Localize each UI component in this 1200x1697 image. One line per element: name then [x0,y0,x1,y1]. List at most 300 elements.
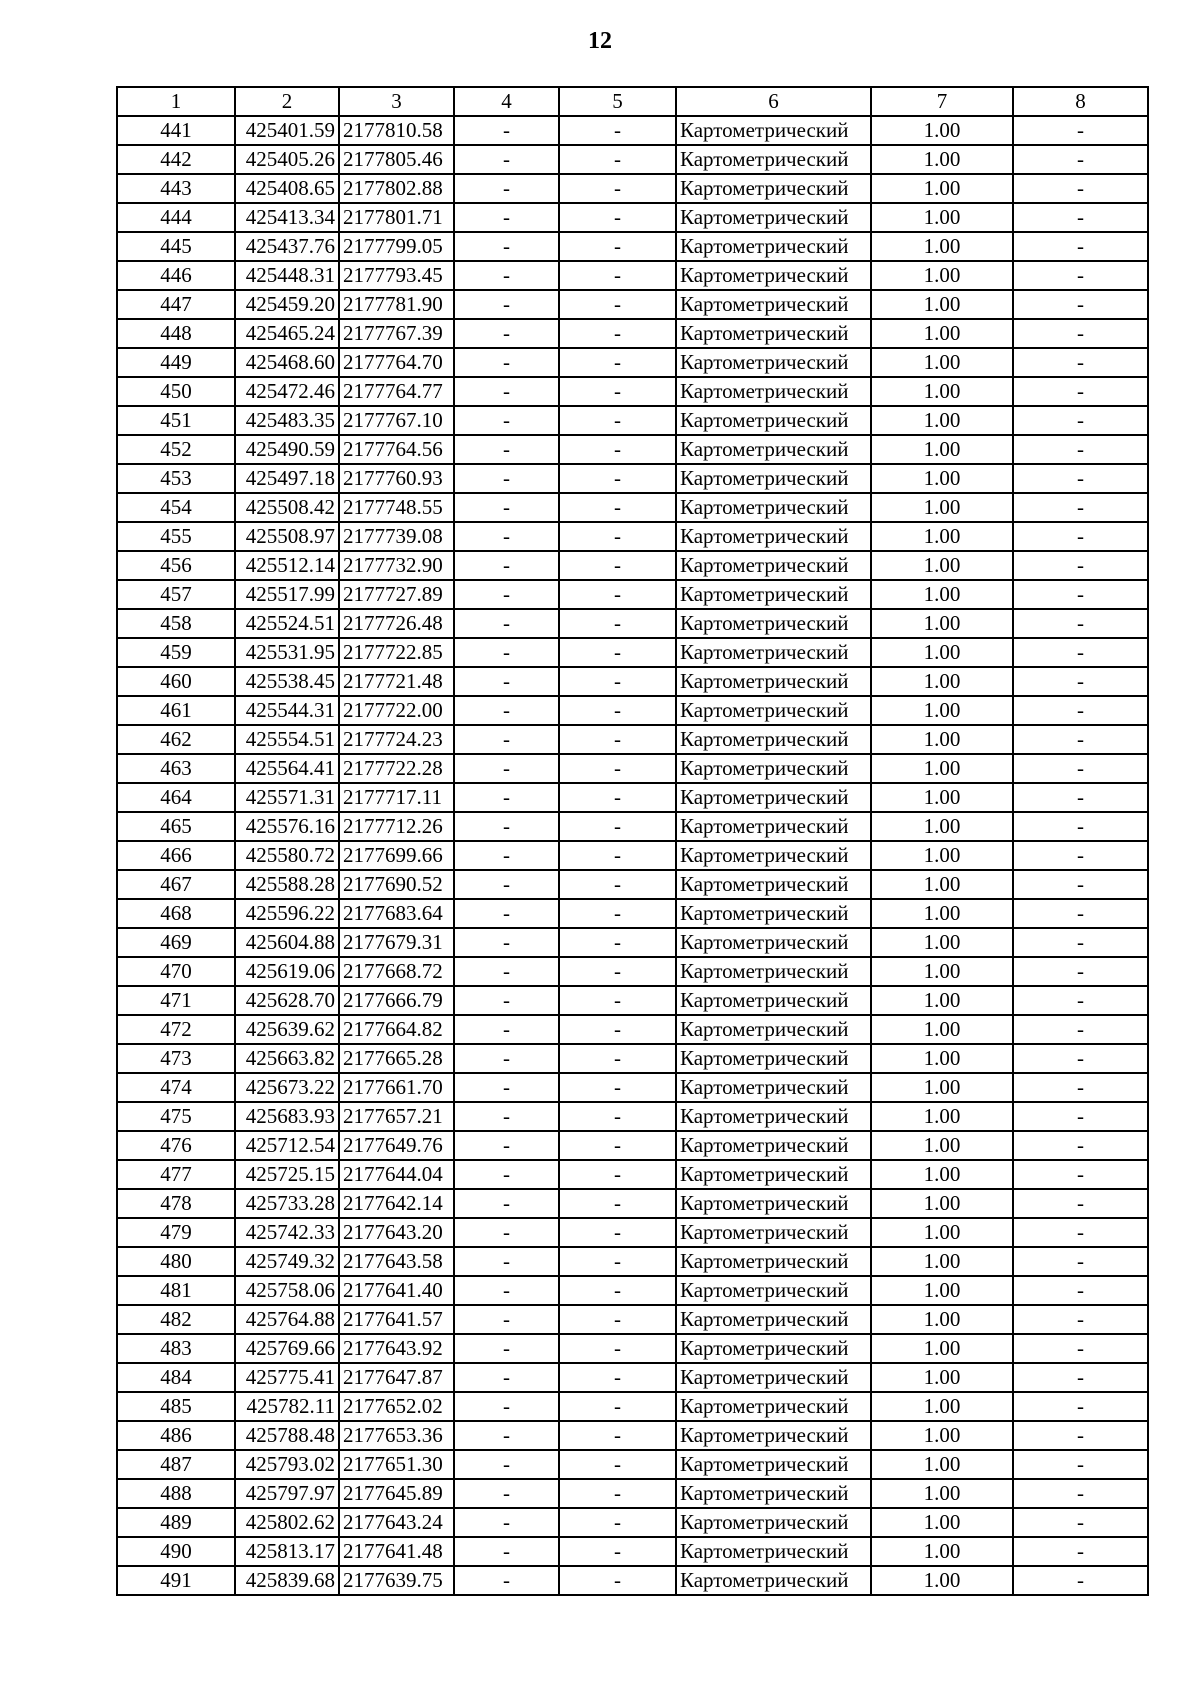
col4-cell: - [454,1131,559,1160]
col4-cell: - [454,1044,559,1073]
col8-cell: - [1013,841,1148,870]
col5-cell: - [559,696,676,725]
table-row [117,1566,1148,1595]
col8-cell: - [1013,783,1148,812]
x-coordinate-cell: 425749.32 [235,1247,339,1276]
point-number-cell: 491 [117,1566,235,1595]
col4-cell: - [454,232,559,261]
y-coordinate-cell: 2177739.08 [339,522,454,551]
accuracy-cell: 1.00 [871,1479,1013,1508]
col8-cell: - [1013,174,1148,203]
col4-cell: - [454,348,559,377]
point-number-cell: 464 [117,783,235,812]
table-row [117,203,1148,232]
accuracy-cell: 1.00 [871,783,1013,812]
x-coordinate-cell: 425758.06 [235,1276,339,1305]
header-cell: 6 [676,87,871,116]
col5-cell: - [559,319,676,348]
col5-cell: - [559,348,676,377]
y-coordinate-cell: 2177643.58 [339,1247,454,1276]
y-coordinate-cell: 2177641.57 [339,1305,454,1334]
point-number-cell: 448 [117,319,235,348]
header-cell: 3 [339,87,454,116]
y-coordinate-cell: 2177643.24 [339,1508,454,1537]
method-cell: Картометрический [676,290,871,319]
accuracy-cell: 1.00 [871,1189,1013,1218]
table-row [117,812,1148,841]
col8-cell: - [1013,1421,1148,1450]
method-cell: Картометрический [676,174,871,203]
y-coordinate-cell: 2177764.56 [339,435,454,464]
accuracy-cell: 1.00 [871,1218,1013,1247]
col5-cell: - [559,1537,676,1566]
col4-cell: - [454,812,559,841]
y-coordinate-cell: 2177657.21 [339,1102,454,1131]
method-cell: Картометрический [676,638,871,667]
accuracy-cell: 1.00 [871,1363,1013,1392]
x-coordinate-cell: 425497.18 [235,464,339,493]
coordinates-table [116,86,1149,1596]
x-coordinate-cell: 425769.66 [235,1334,339,1363]
accuracy-cell: 1.00 [871,261,1013,290]
col5-cell: - [559,522,676,551]
method-cell: Картометрический [676,1421,871,1450]
accuracy-cell: 1.00 [871,203,1013,232]
col4-cell: - [454,1247,559,1276]
col5-cell: - [559,1392,676,1421]
table-row [117,435,1148,464]
x-coordinate-cell: 425508.97 [235,522,339,551]
y-coordinate-cell: 2177801.71 [339,203,454,232]
point-number-cell: 467 [117,870,235,899]
method-cell: Картометрический [676,1392,871,1421]
col5-cell: - [559,290,676,319]
header-cell: 7 [871,87,1013,116]
accuracy-cell: 1.00 [871,145,1013,174]
col4-cell: - [454,1537,559,1566]
x-coordinate-cell: 425437.76 [235,232,339,261]
point-number-cell: 449 [117,348,235,377]
col8-cell: - [1013,1537,1148,1566]
table-row [117,290,1148,319]
method-cell: Картометрический [676,406,871,435]
col5-cell: - [559,174,676,203]
x-coordinate-cell: 425712.54 [235,1131,339,1160]
y-coordinate-cell: 2177767.39 [339,319,454,348]
table-row [117,348,1148,377]
col8-cell: - [1013,116,1148,145]
col8-cell: - [1013,1479,1148,1508]
method-cell: Картометрический [676,1015,871,1044]
col5-cell: - [559,1160,676,1189]
accuracy-cell: 1.00 [871,725,1013,754]
method-cell: Картометрический [676,870,871,899]
col4-cell: - [454,928,559,957]
col4-cell: - [454,174,559,203]
y-coordinate-cell: 2177722.28 [339,754,454,783]
method-cell: Картометрический [676,725,871,754]
point-number-cell: 461 [117,696,235,725]
col8-cell: - [1013,551,1148,580]
col5-cell: - [559,203,676,232]
x-coordinate-cell: 425517.99 [235,580,339,609]
accuracy-cell: 1.00 [871,551,1013,580]
y-coordinate-cell: 2177668.72 [339,957,454,986]
x-coordinate-cell: 425512.14 [235,551,339,580]
x-coordinate-cell: 425401.59 [235,116,339,145]
col5-cell: - [559,957,676,986]
accuracy-cell: 1.00 [871,1160,1013,1189]
table-row [117,957,1148,986]
x-coordinate-cell: 425524.51 [235,609,339,638]
method-cell: Картометрический [676,1479,871,1508]
point-number-cell: 481 [117,1276,235,1305]
method-cell: Картометрический [676,754,871,783]
x-coordinate-cell: 425604.88 [235,928,339,957]
col4-cell: - [454,899,559,928]
accuracy-cell: 1.00 [871,580,1013,609]
accuracy-cell: 1.00 [871,667,1013,696]
col4-cell: - [454,1566,559,1595]
table-row [117,1334,1148,1363]
col5-cell: - [559,1102,676,1131]
col4-cell: - [454,725,559,754]
point-number-cell: 466 [117,841,235,870]
col4-cell: - [454,377,559,406]
y-coordinate-cell: 2177665.28 [339,1044,454,1073]
accuracy-cell: 1.00 [871,870,1013,899]
method-cell: Картометрический [676,1566,871,1595]
col5-cell: - [559,1189,676,1218]
col4-cell: - [454,841,559,870]
table-row [117,116,1148,145]
y-coordinate-cell: 2177644.04 [339,1160,454,1189]
accuracy-cell: 1.00 [871,116,1013,145]
col4-cell: - [454,870,559,899]
table-row [117,1276,1148,1305]
table-row [117,551,1148,580]
y-coordinate-cell: 2177802.88 [339,174,454,203]
y-coordinate-cell: 2177651.30 [339,1450,454,1479]
accuracy-cell: 1.00 [871,696,1013,725]
point-number-cell: 478 [117,1189,235,1218]
col5-cell: - [559,667,676,696]
col5-cell: - [559,1566,676,1595]
accuracy-cell: 1.00 [871,1131,1013,1160]
col5-cell: - [559,609,676,638]
x-coordinate-cell: 425483.35 [235,406,339,435]
y-coordinate-cell: 2177793.45 [339,261,454,290]
method-cell: Картометрический [676,319,871,348]
x-coordinate-cell: 425413.34 [235,203,339,232]
table-row [117,145,1148,174]
point-number-cell: 485 [117,1392,235,1421]
accuracy-cell: 1.00 [871,609,1013,638]
col4-cell: - [454,1334,559,1363]
y-coordinate-cell: 2177727.89 [339,580,454,609]
x-coordinate-cell: 425628.70 [235,986,339,1015]
x-coordinate-cell: 425797.97 [235,1479,339,1508]
method-cell: Картометрический [676,261,871,290]
col5-cell: - [559,1073,676,1102]
col8-cell: - [1013,1305,1148,1334]
x-coordinate-cell: 425408.65 [235,174,339,203]
y-coordinate-cell: 2177722.00 [339,696,454,725]
col8-cell: - [1013,1044,1148,1073]
point-number-cell: 453 [117,464,235,493]
method-cell: Картометрический [676,783,871,812]
table-row [117,1044,1148,1073]
x-coordinate-cell: 425472.46 [235,377,339,406]
x-coordinate-cell: 425538.45 [235,667,339,696]
point-number-cell: 483 [117,1334,235,1363]
accuracy-cell: 1.00 [871,1392,1013,1421]
header-cell: 2 [235,87,339,116]
y-coordinate-cell: 2177748.55 [339,493,454,522]
table-row [117,174,1148,203]
table-row [117,1102,1148,1131]
method-cell: Картометрический [676,493,871,522]
x-coordinate-cell: 425588.28 [235,870,339,899]
col4-cell: - [454,1421,559,1450]
y-coordinate-cell: 2177717.11 [339,783,454,812]
method-cell: Картометрический [676,1508,871,1537]
col8-cell: - [1013,1450,1148,1479]
col5-cell: - [559,145,676,174]
col5-cell: - [559,377,676,406]
method-cell: Картометрический [676,1218,871,1247]
x-coordinate-cell: 425782.11 [235,1392,339,1421]
x-coordinate-cell: 425839.68 [235,1566,339,1595]
col5-cell: - [559,116,676,145]
method-cell: Картометрический [676,1131,871,1160]
y-coordinate-cell: 2177764.70 [339,348,454,377]
y-coordinate-cell: 2177641.40 [339,1276,454,1305]
x-coordinate-cell: 425571.31 [235,783,339,812]
col5-cell: - [559,493,676,522]
x-coordinate-cell: 425673.22 [235,1073,339,1102]
x-coordinate-cell: 425531.95 [235,638,339,667]
accuracy-cell: 1.00 [871,464,1013,493]
y-coordinate-cell: 2177661.70 [339,1073,454,1102]
table-row [117,406,1148,435]
col5-cell: - [559,1131,676,1160]
y-coordinate-cell: 2177647.87 [339,1363,454,1392]
col5-cell: - [559,1305,676,1334]
col8-cell: - [1013,1363,1148,1392]
col5-cell: - [559,986,676,1015]
col5-cell: - [559,928,676,957]
col5-cell: - [559,1421,676,1450]
table-row [117,609,1148,638]
x-coordinate-cell: 425580.72 [235,841,339,870]
accuracy-cell: 1.00 [871,754,1013,783]
method-cell: Картометрический [676,1160,871,1189]
y-coordinate-cell: 2177639.75 [339,1566,454,1595]
col5-cell: - [559,580,676,609]
col4-cell: - [454,580,559,609]
method-cell: Картометрический [676,812,871,841]
col8-cell: - [1013,232,1148,261]
x-coordinate-cell: 425405.26 [235,145,339,174]
y-coordinate-cell: 2177666.79 [339,986,454,1015]
col5-cell: - [559,1247,676,1276]
point-number-cell: 456 [117,551,235,580]
y-coordinate-cell: 2177649.76 [339,1131,454,1160]
col4-cell: - [454,261,559,290]
col5-cell: - [559,1334,676,1363]
x-coordinate-cell: 425775.41 [235,1363,339,1392]
x-coordinate-cell: 425508.42 [235,493,339,522]
point-number-cell: 444 [117,203,235,232]
y-coordinate-cell: 2177760.93 [339,464,454,493]
table-row [117,1537,1148,1566]
col8-cell: - [1013,1131,1148,1160]
method-cell: Картометрический [676,348,871,377]
accuracy-cell: 1.00 [871,899,1013,928]
table-row [117,1305,1148,1334]
accuracy-cell: 1.00 [871,1044,1013,1073]
point-number-cell: 465 [117,812,235,841]
col4-cell: - [454,638,559,667]
accuracy-cell: 1.00 [871,1247,1013,1276]
accuracy-cell: 1.00 [871,1421,1013,1450]
col8-cell: - [1013,957,1148,986]
y-coordinate-cell: 2177764.77 [339,377,454,406]
point-number-cell: 443 [117,174,235,203]
point-number-cell: 441 [117,116,235,145]
col8-cell: - [1013,928,1148,957]
point-number-cell: 454 [117,493,235,522]
col5-cell: - [559,899,676,928]
point-number-cell: 490 [117,1537,235,1566]
header-cell: 4 [454,87,559,116]
col4-cell: - [454,754,559,783]
x-coordinate-cell: 425813.17 [235,1537,339,1566]
method-cell: Картометрический [676,522,871,551]
col4-cell: - [454,464,559,493]
table-row [117,261,1148,290]
x-coordinate-cell: 425733.28 [235,1189,339,1218]
method-cell: Картометрический [676,464,871,493]
accuracy-cell: 1.00 [871,174,1013,203]
col8-cell: - [1013,493,1148,522]
col8-cell: - [1013,377,1148,406]
accuracy-cell: 1.00 [871,638,1013,667]
method-cell: Картометрический [676,1276,871,1305]
method-cell: Картометрический [676,1450,871,1479]
x-coordinate-cell: 425554.51 [235,725,339,754]
x-coordinate-cell: 425490.59 [235,435,339,464]
point-number-cell: 446 [117,261,235,290]
method-cell: Картометрический [676,551,871,580]
y-coordinate-cell: 2177724.23 [339,725,454,754]
method-cell: Картометрический [676,986,871,1015]
x-coordinate-cell: 425468.60 [235,348,339,377]
y-coordinate-cell: 2177652.02 [339,1392,454,1421]
method-cell: Картометрический [676,1102,871,1131]
col5-cell: - [559,406,676,435]
col5-cell: - [559,725,676,754]
y-coordinate-cell: 2177805.46 [339,145,454,174]
y-coordinate-cell: 2177767.10 [339,406,454,435]
table-row [117,1247,1148,1276]
point-number-cell: 442 [117,145,235,174]
col5-cell: - [559,1218,676,1247]
col5-cell: - [559,551,676,580]
point-number-cell: 472 [117,1015,235,1044]
col4-cell: - [454,1450,559,1479]
table-body [117,87,1148,1595]
col5-cell: - [559,1044,676,1073]
col8-cell: - [1013,1102,1148,1131]
col8-cell: - [1013,348,1148,377]
col8-cell: - [1013,1160,1148,1189]
page-number: 12 [588,28,612,54]
point-number-cell: 486 [117,1421,235,1450]
point-number-cell: 477 [117,1160,235,1189]
table-row [117,522,1148,551]
col4-cell: - [454,1160,559,1189]
col5-cell: - [559,464,676,493]
table-row [117,493,1148,522]
col8-cell: - [1013,696,1148,725]
col8-cell: - [1013,986,1148,1015]
point-number-cell: 489 [117,1508,235,1537]
point-number-cell: 479 [117,1218,235,1247]
col4-cell: - [454,609,559,638]
x-coordinate-cell: 425793.02 [235,1450,339,1479]
col8-cell: - [1013,1218,1148,1247]
accuracy-cell: 1.00 [871,1073,1013,1102]
point-number-cell: 458 [117,609,235,638]
x-coordinate-cell: 425725.15 [235,1160,339,1189]
x-coordinate-cell: 425764.88 [235,1305,339,1334]
x-coordinate-cell: 425619.06 [235,957,339,986]
method-cell: Картометрический [676,232,871,261]
method-cell: Картометрический [676,928,871,957]
table-row [117,1160,1148,1189]
col8-cell: - [1013,290,1148,319]
col8-cell: - [1013,1247,1148,1276]
table-row [117,841,1148,870]
col8-cell: - [1013,319,1148,348]
method-cell: Картометрический [676,580,871,609]
x-coordinate-cell: 425576.16 [235,812,339,841]
x-coordinate-cell: 425663.82 [235,1044,339,1073]
point-number-cell: 462 [117,725,235,754]
x-coordinate-cell: 425788.48 [235,1421,339,1450]
accuracy-cell: 1.00 [871,928,1013,957]
y-coordinate-cell: 2177726.48 [339,609,454,638]
col8-cell: - [1013,754,1148,783]
accuracy-cell: 1.00 [871,522,1013,551]
col8-cell: - [1013,1334,1148,1363]
x-coordinate-cell: 425459.20 [235,290,339,319]
col4-cell: - [454,1305,559,1334]
table-row [117,1218,1148,1247]
y-coordinate-cell: 2177722.85 [339,638,454,667]
col5-cell: - [559,232,676,261]
col5-cell: - [559,841,676,870]
col4-cell: - [454,783,559,812]
point-number-cell: 474 [117,1073,235,1102]
accuracy-cell: 1.00 [871,1566,1013,1595]
table-row [117,1073,1148,1102]
table-row [117,232,1148,261]
col5-cell: - [559,783,676,812]
x-coordinate-cell: 425465.24 [235,319,339,348]
